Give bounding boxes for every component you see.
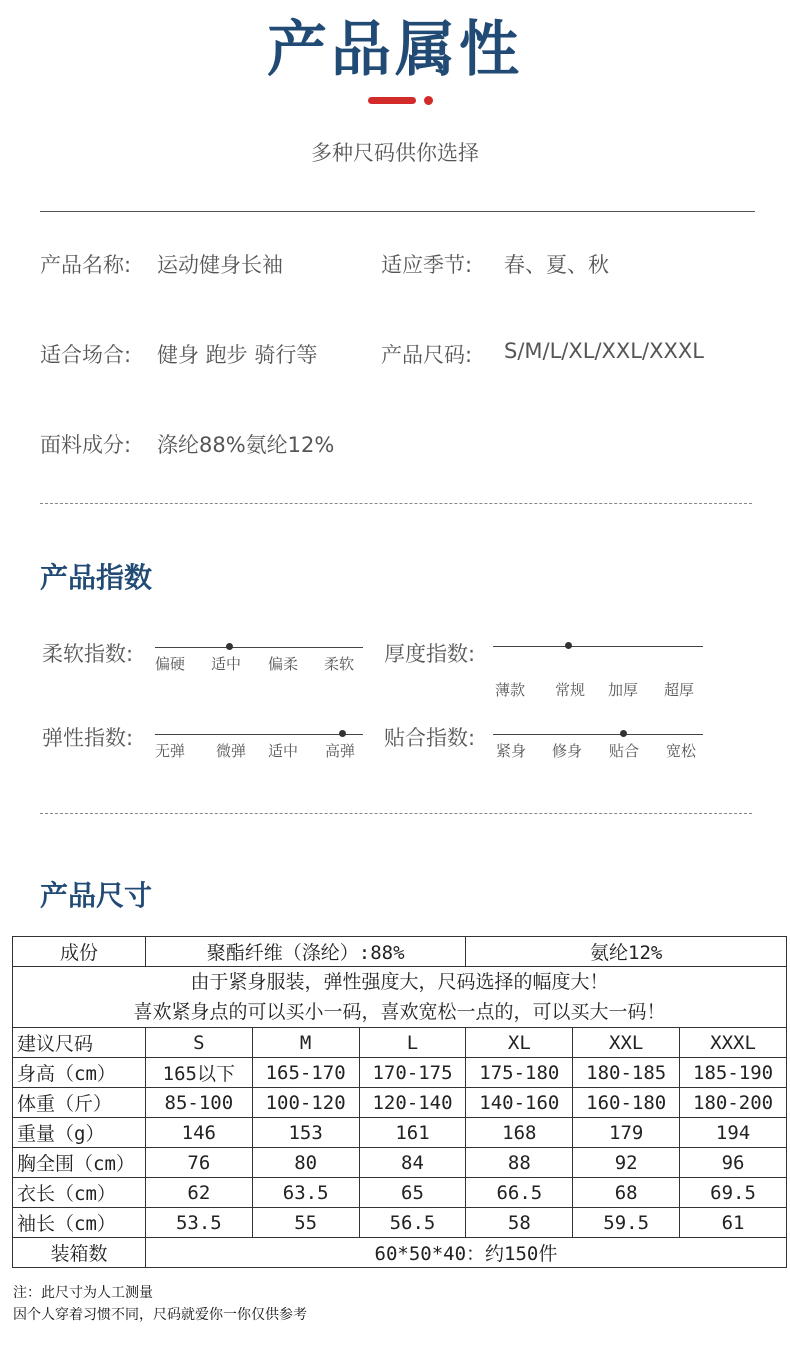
- size-row: [13, 1208, 787, 1238]
- size-row: [13, 1028, 787, 1058]
- attr-season-value: 春、夏、秋: [504, 253, 609, 277]
- elasticity-tick: 微弹: [216, 742, 247, 760]
- size-cell: 59.5: [573, 1208, 680, 1238]
- size-cell: 92: [573, 1148, 680, 1178]
- composition-label: 成份: [13, 937, 146, 967]
- size-cell: 160-180: [573, 1088, 680, 1118]
- attr-name-label: 产品名称:: [40, 253, 132, 277]
- elasticity-marker: [339, 730, 346, 737]
- index-section-title: 产品指数: [40, 561, 153, 594]
- attr-fabric-label: 面料成分:: [40, 433, 132, 457]
- size-cell: XXL: [573, 1028, 680, 1058]
- size-cell: XL: [466, 1028, 573, 1058]
- header-divider: [40, 211, 755, 212]
- softness-tick: 偏柔: [268, 655, 299, 673]
- size-cell: 88: [466, 1148, 573, 1178]
- page-title: 产品属性: [267, 15, 523, 85]
- size-cell: 120-140: [359, 1088, 466, 1118]
- size-cell: 168: [466, 1118, 573, 1148]
- size-cell: L: [359, 1028, 466, 1058]
- composition-row: [13, 937, 787, 967]
- elasticity-scale-line: [155, 734, 363, 735]
- softness-tick: 适中: [211, 655, 242, 673]
- section-divider: [40, 813, 752, 814]
- thickness-tick: 加厚: [608, 681, 639, 699]
- size-cell: 58: [466, 1208, 573, 1238]
- packing-label: 装箱数: [13, 1238, 146, 1268]
- attr-size-value: S/M/L/XL/XXL/XXXL: [504, 339, 704, 363]
- size-row-label: 袖长（cm）: [13, 1208, 146, 1238]
- title-accent-dot: [424, 96, 433, 105]
- softness-label: 柔软指数:: [42, 642, 134, 666]
- fit-tick: 紧身: [496, 742, 527, 760]
- fit-scale-line: [493, 734, 703, 735]
- elasticity-tick: 高弹: [325, 742, 356, 760]
- fit-marker: [620, 730, 627, 737]
- fit-label: 贴合指数:: [384, 726, 476, 750]
- size-cell: 180-185: [573, 1058, 680, 1088]
- size-note: [13, 967, 787, 1028]
- size-row: [13, 1148, 787, 1178]
- size-section-title: 产品尺寸: [40, 879, 153, 912]
- size-cell: M: [252, 1028, 359, 1058]
- thickness-tick: 薄款: [495, 681, 526, 699]
- size-cell: 170-175: [359, 1058, 466, 1088]
- elasticity-tick: 无弹: [155, 742, 186, 760]
- softness-tick: 偏硬: [155, 655, 186, 673]
- size-cell: 61: [680, 1208, 787, 1238]
- attr-occasion-value: 健身 跑步 骑行等: [157, 343, 318, 367]
- size-cell: 194: [680, 1118, 787, 1148]
- attr-occasion-label: 适合场合:: [40, 343, 132, 367]
- size-row-label: 建议尺码: [13, 1028, 146, 1058]
- softness-marker: [226, 643, 233, 650]
- attr-season-label: 适应季节:: [381, 253, 473, 277]
- size-row-label: 体重（斤）: [13, 1088, 146, 1118]
- size-row: [13, 1118, 787, 1148]
- size-cell: 84: [359, 1148, 466, 1178]
- size-cell: 69.5: [680, 1178, 787, 1208]
- size-cell: S: [145, 1028, 252, 1058]
- size-cell: 146: [145, 1118, 252, 1148]
- size-cell: 165以下: [145, 1058, 252, 1088]
- attr-size-label: 产品尺码:: [381, 343, 473, 367]
- softness-tick: 柔软: [324, 655, 355, 673]
- size-cell: 180-200: [680, 1088, 787, 1118]
- size-cell: 76: [145, 1148, 252, 1178]
- size-cell: 65: [359, 1178, 466, 1208]
- thickness-tick: 超厚: [664, 681, 695, 699]
- composition-spandex: 氨纶12%: [466, 937, 787, 967]
- section-divider: [40, 503, 752, 504]
- size-row-label: 身高（cm）: [13, 1058, 146, 1088]
- note-row: [13, 967, 787, 1028]
- footnote-measurement: 注：此尺寸为人工测量: [13, 1285, 153, 1301]
- size-cell: XXXL: [680, 1028, 787, 1058]
- page-subtitle: 多种尺码供你选择: [311, 141, 479, 165]
- size-cell: 85-100: [145, 1088, 252, 1118]
- size-row: [13, 1178, 787, 1208]
- size-row: [13, 1058, 787, 1088]
- size-cell: 185-190: [680, 1058, 787, 1088]
- size-row: [13, 1088, 787, 1118]
- thickness-tick: 常规: [555, 681, 586, 699]
- size-cell: 96: [680, 1148, 787, 1178]
- size-note-line: 由于紧身服装，弹性强度大，尺码选择的幅度大！: [190, 971, 609, 993]
- size-row-label: 衣长（cm）: [13, 1178, 146, 1208]
- size-cell: 161: [359, 1118, 466, 1148]
- title-accent-bar: [368, 97, 416, 104]
- footnote-disclaimer: 因个人穿着习惯不同，尺码就爱你一你仅供参考: [13, 1307, 307, 1323]
- size-cell: 179: [573, 1118, 680, 1148]
- composition-polyester: 聚酯纤维（涤纶）:88%: [145, 937, 465, 967]
- softness-scale-line: [155, 647, 363, 648]
- size-cell: 62: [145, 1178, 252, 1208]
- thickness-label: 厚度指数:: [384, 642, 476, 666]
- size-cell: 56.5: [359, 1208, 466, 1238]
- size-table: [12, 936, 787, 1268]
- thickness-scale-line: [493, 646, 703, 647]
- size-cell: 140-160: [466, 1088, 573, 1118]
- size-cell: 66.5: [466, 1178, 573, 1208]
- size-row-label: 重量（g）: [13, 1118, 146, 1148]
- attr-fabric-value: 涤纶88%氨纶12%: [157, 433, 335, 457]
- attr-name-value: 运动健身长袖: [157, 253, 283, 277]
- fit-tick: 宽松: [666, 742, 697, 760]
- fit-tick: 贴合: [609, 742, 640, 760]
- fit-tick: 修身: [552, 742, 583, 760]
- size-cell: 80: [252, 1148, 359, 1178]
- packing-value: 60*50*40：约150件: [145, 1238, 786, 1268]
- elasticity-tick: 适中: [268, 742, 299, 760]
- size-cell: 55: [252, 1208, 359, 1238]
- size-cell: 100-120: [252, 1088, 359, 1118]
- thickness-marker: [565, 642, 572, 649]
- size-cell: 68: [573, 1178, 680, 1208]
- size-cell: 153: [252, 1118, 359, 1148]
- size-cell: 63.5: [252, 1178, 359, 1208]
- elasticity-label: 弹性指数:: [42, 726, 134, 750]
- size-row-label: 胸全围（cm）: [13, 1148, 146, 1178]
- size-cell: 53.5: [145, 1208, 252, 1238]
- packing-row: [13, 1238, 787, 1268]
- size-cell: 165-170: [252, 1058, 359, 1088]
- size-note-line: 喜欢紧身点的可以买小一码，喜欢宽松一点的，可以买大一码！: [133, 1001, 666, 1023]
- size-cell: 175-180: [466, 1058, 573, 1088]
